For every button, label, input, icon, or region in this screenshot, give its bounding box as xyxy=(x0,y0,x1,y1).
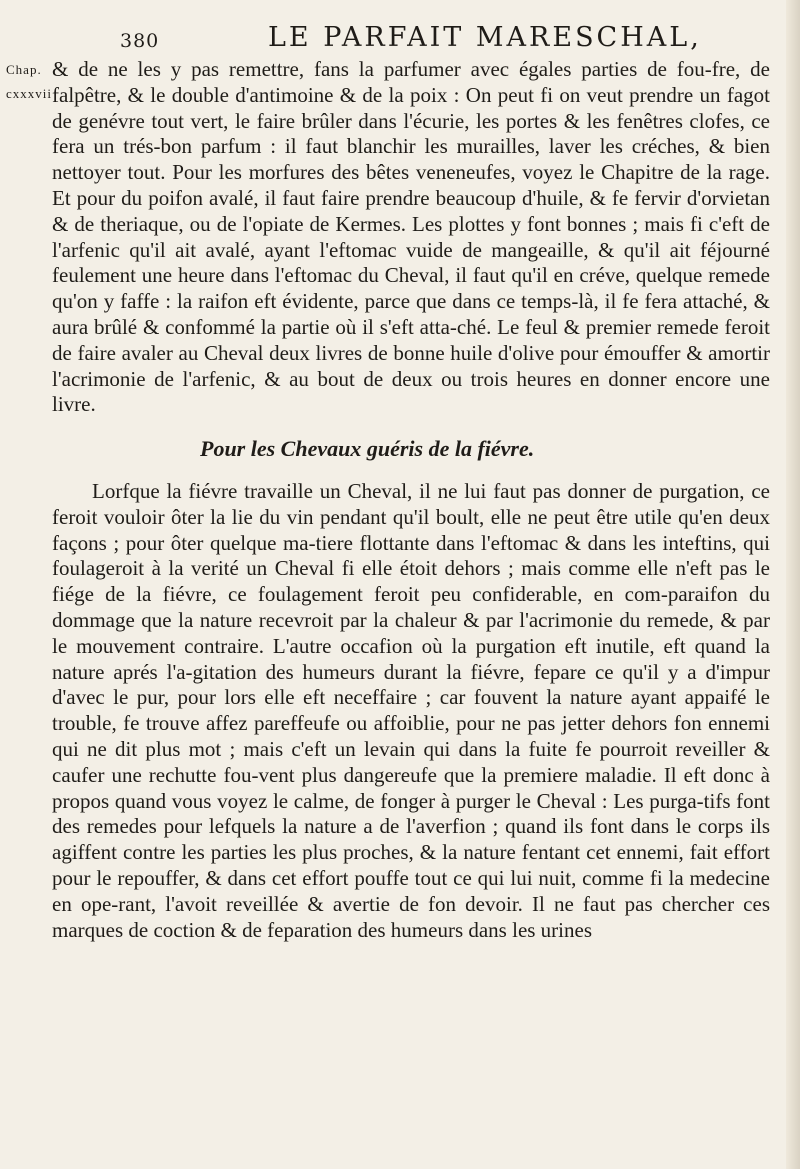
paragraph-poison-remedies: & de ne les y pas remettre, fans la parfumer avec égales parties de fou-fre, de falpêtre, & le double d'antimoine & de la poix : On peut fi on veut prendre un fagot de genévre tout vert, le faire brûler dans l'écurie, les portes & les fenêtres clofes, ce fera un trés-bon parfum : il faut blanchir les murailles, laver les créches, & bien nettoyer tout. Pour les morfures des bêtes veneneufes, voyez le Chapitre de la rage. Et pour du poifon avalé, il faut faire prendre beaucoup d'huile, & fe fervir d'orvietan & de theriaque, ou de l'opiate de Kermes. Les plottes y font bonnes ; mais fi c'eft de l'arfenic qu'il ait avalé, ayant l'eftomac vuide de mangeaille, & qu'il ait féjourné feulement une heure dans l'eftomac du Cheval, il faut qu'il en créve, quelque remede qu'on y faffe : la raifon eft évidente, parce que dans ce temps-là, il fe fera attaché, & aura brûlé & confommé la partie où il s'eft atta-ché. Le feul & premier remede feroit de faire avaler au Cheval deux livres de bonne huile d'olive pour émouffer & amortir l'acrimonie de l'arfenic, & au bout de deux ou trois heures en donner encore une livre. xyxy=(52,57,770,417)
margin-chapter-number: cxxxvii xyxy=(6,86,52,101)
page-edge-shadow xyxy=(786,0,800,1169)
section-heading: Pour les Chevaux guéris de la fiévre. xyxy=(200,436,535,461)
margin-chapter-label: Chap. xyxy=(6,62,42,77)
page-number: 380 xyxy=(120,30,160,52)
paragraph-fever-purgation: Lorfque la fiévre travaille un Cheval, il ne lui faut pas donner de purgation, ce feroit vouloir ôter la lie du vin pendant qu'il boult, elle ne peut être utile qu'en deux façons ; pour ôter quelque ma-tiere flottante dans l'eftomac & dans les inteftins, qui foulageroit à la verité un Cheval fi elle étoit dehors ; mais comme elle n'eft pas le fiége de la fiévre, ce foulagement feroit peu confiderable, en com-paraifon du dommage que la nature recevroit par la chaleur & par l'acrimonie du remede, & par le mouvement contraire. L'autre occafion où la purgation eft inutile, eft quand la nature aprés l'a-gitation des humeurs durant la fiévre, fepare ce qu'il y a d'impur d'avec le pur, pour lors elle eft neceffaire ; car fouvent la nature ayant appaifé le trouble, fe trouve affez pareffeufe ou affoiblie, pour ne pas jetter dehors fon ennemi qui ne dit plus mot ; mais c'eft un levain qui dans la fuite fe pourroit reveiller & caufer une rechutte fou-vent plus dangereufe que la premiere maladie. Il eft donc à propos quand vous voyez le calme, de fonger à purger le Cheval : Les purga-tifs font des remedes pour lefquels la nature a de l'averfion ; quand ils font dans le corps ils agiffent contre les parties les plus proches, & la nature fentant cet ennemi, fait effort pour le repouffer, & dans cet effort pouffe tout ce qui lui nuit, comme fi la medecine en ope-rant, l'avoit reveillée & avertie de fon devoir. Il ne faut pas chercher ces marques de coction & de feparation des humeurs dans les urines xyxy=(52,479,770,942)
running-title: LE PARFAIT MARESCHAL, xyxy=(268,22,702,53)
running-header xyxy=(120,18,760,62)
